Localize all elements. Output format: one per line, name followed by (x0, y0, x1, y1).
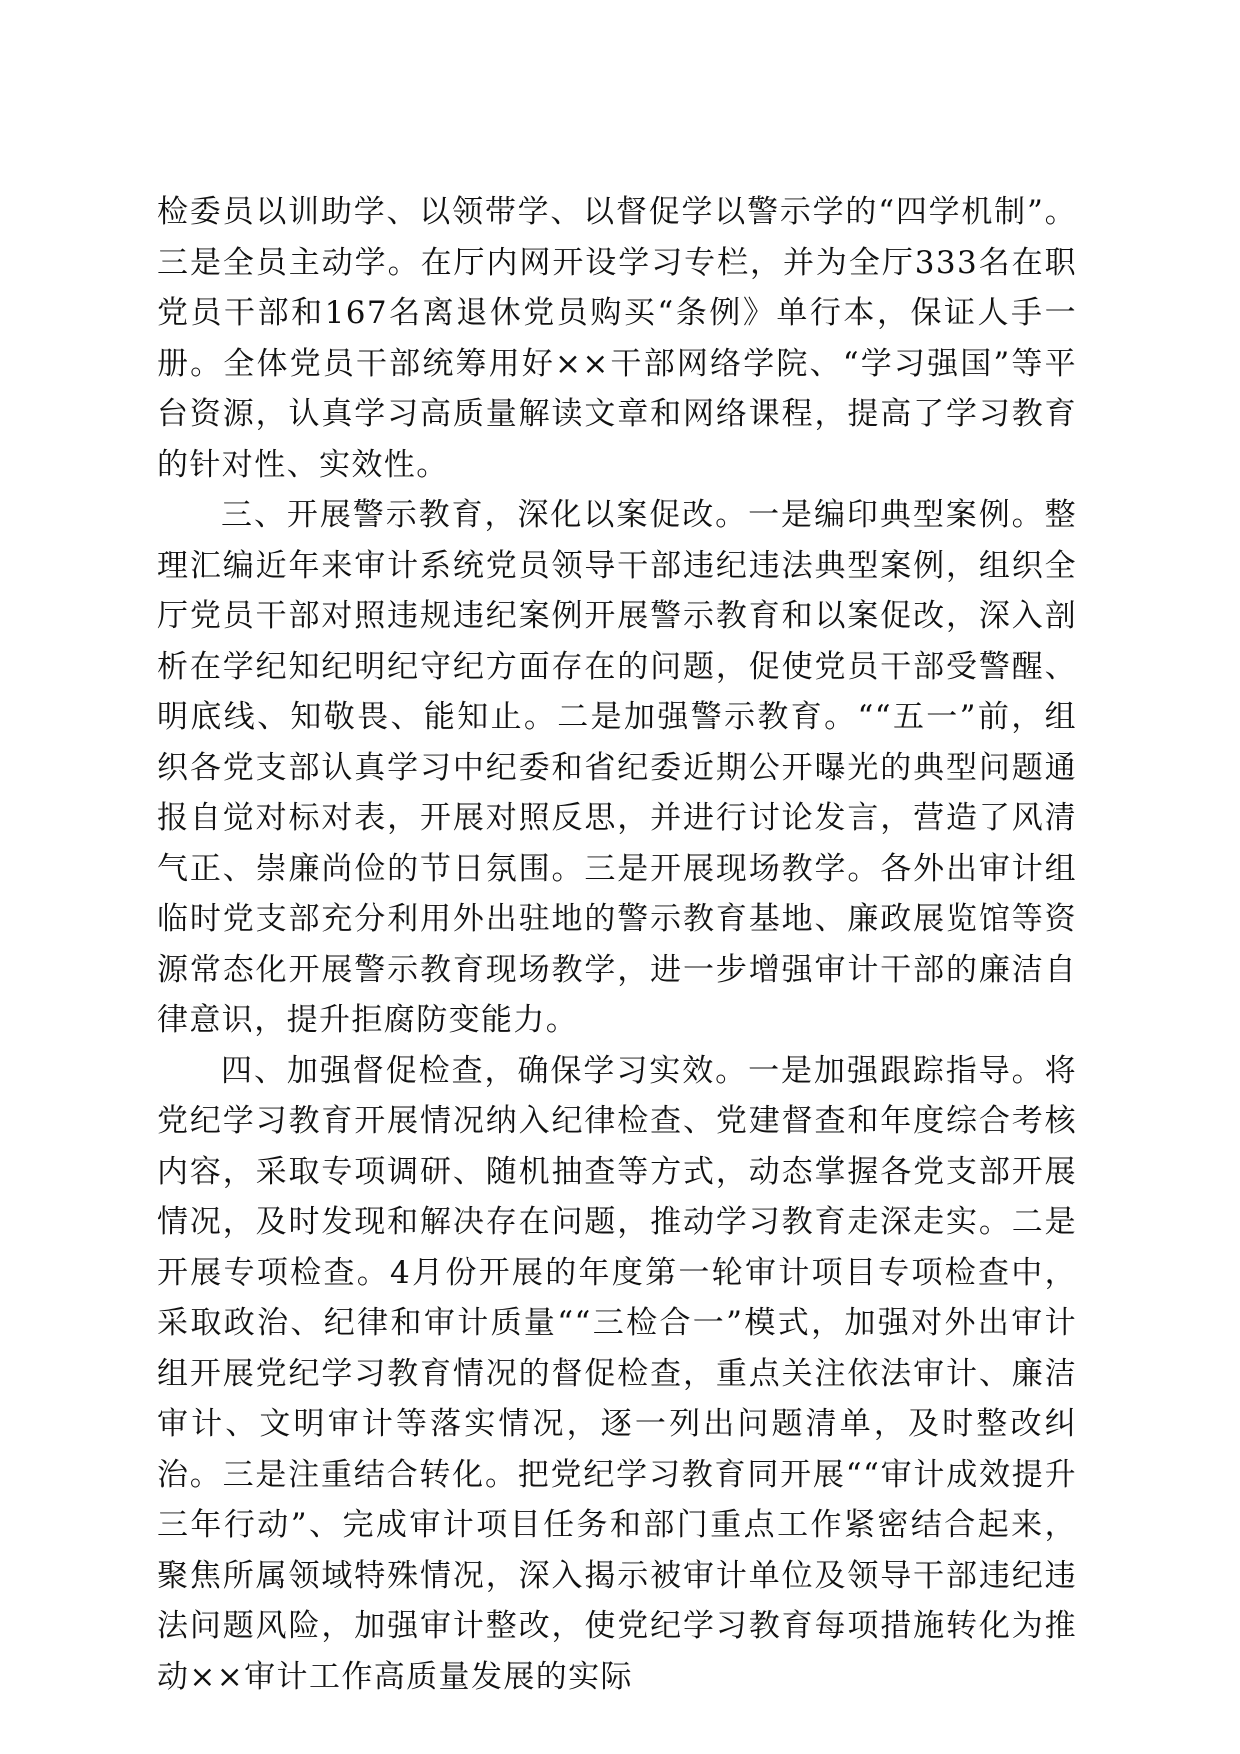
paragraph-warning-education: 三、开展警示教育，深化以案促改。一是编印典型案例。整理汇编近年来审计系统党员领导干部违纪违法典型案例，组织全厅党员干部对照违规违纪案例开展警示教育和以案促改，深入剖析在学纪知纪明纪守纪方面存在的问题，促使党员干部受警醒、明底线、知敬畏、能知止。二是加强警示教育。““五一”前，组织各党支部认真学习中纪委和省纪委近期公开曝光的典型问题通报自觉对标对表，开展对照反思，并进行讨论发言，营造了风清气正、崇廉尚俭的节日氛围。三是开展现场教学。各外出审计组临时党支部充分利用外出驻地的警示教育基地、廉政展览馆等资源常态化开展警示教育现场教学，进一步增强审计干部的廉洁自律意识，提升拒腐防变能力。 (157, 497, 1077, 1038)
paragraph-supervision-inspection: 四、加强督促检查，确保学习实效。一是加强跟踪指导。将党纪学习教育开展情况纳入纪律检查、党建督查和年度综合考核内容，采取专项调研、随机抽查等方式，动态掌握各党支部开展情况，及时发现和解决存在问题，推动学习教育走深走实。二是开展专项检查。4月份开展的年度第一轮审计项目专项检查中，采取政治、纪律和审计质量““三检合一”模式，加强对外出审计组开展党纪学习教育情况的督促检查，重点关注依法审计、廉洁审计、文明审计等落实情况，逐一列出问题清单，及时整改纠治。三是注重结合转化。把党纪学习教育同开展““审计成效提升三年行动”、完成审计项目任务和部门重点工作紧密结合起来，聚焦所属领域特殊情况，深入揭示被审计单位及领导干部违纪违法问题风险，加强审计整改，使党纪学习教育每项措施转化为推动××审计工作高质量发展的实际 (157, 1052, 1077, 1695)
paragraph-continued-learning-mechanisms: 检委员以训助学、以领带学、以督促学以警示学的“四学机制”。三是全员主动学。在厅内网开设学习专栏，并为全厅333名在职党员干部和167名离退休党员购买“条例》单行本，保证人手一册。全体党员干部统筹用好××干部网络学院、“学习强国”等平台资源，认真学习高质量解读文章和网络课程，提高了学习教育的针对性、实效性。 (157, 194, 1077, 483)
document-body (157, 187, 1077, 1702)
